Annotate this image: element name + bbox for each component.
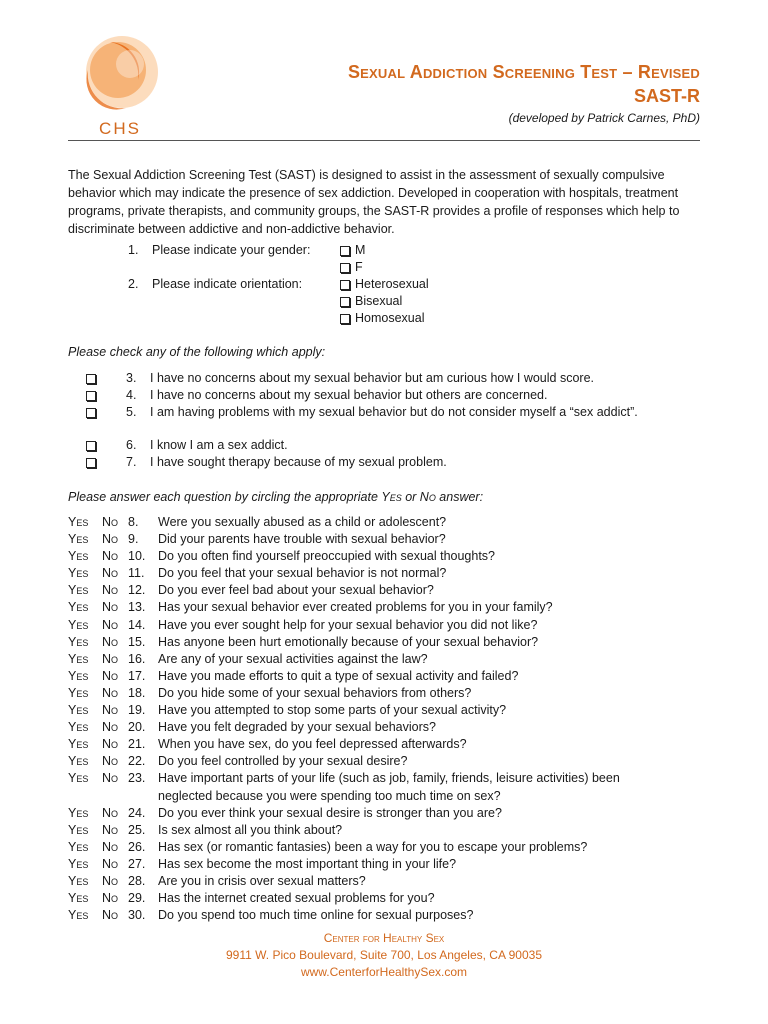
item-text: I have no concerns about my sexual behavior but am curious how I would score. <box>150 371 594 385</box>
yes-option[interactable]: Yes <box>68 651 89 666</box>
footer-website[interactable]: www.CenterforHealthySex.com <box>300 965 468 979</box>
checkbox-icon[interactable] <box>340 280 350 290</box>
question-number: 11. <box>128 566 145 581</box>
check-item[interactable] <box>86 387 638 404</box>
yes-option[interactable]: Yes <box>68 668 89 683</box>
footer-address: 9911 W. Pico Boulevard, Suite 700, Los Angeles, CA 90035 <box>226 948 542 962</box>
document-credit: (developed by Patrick Carnes, PhD) <box>508 111 700 125</box>
no-option[interactable]: No <box>102 720 119 735</box>
question-text: Do you spend too much time online for sexual purposes? <box>158 908 474 923</box>
question-row <box>68 805 648 822</box>
question-text: Do you ever think your sexual desire is stronger than you are? <box>158 805 502 820</box>
no-option[interactable]: No <box>102 908 119 923</box>
no-option[interactable]: No <box>102 685 119 700</box>
question-text: Are you in crisis over sexual matters? <box>158 873 366 888</box>
question-row <box>68 617 648 634</box>
question-text: Do you often find yourself preoccupied with sexual thoughts? <box>158 549 496 564</box>
question-row <box>68 770 648 804</box>
yes-option[interactable]: Yes <box>68 685 89 700</box>
check-item[interactable] <box>86 437 447 454</box>
question-number: 23. <box>128 771 146 786</box>
question-text: Do you feel controlled by your sexual desire? <box>158 754 408 769</box>
intro-paragraph: The Sexual Addiction Screening Test (SAST) is designed to assist in the assessment of sexually compulsive behavior which may indicate the presence of sex addiction. Developed in cooperation with hospitals, treatment programs, private therapists, and community groups, the SAST-R provides a profile of responses which help to discriminate between addictive and non-addictive behavior. <box>68 168 680 236</box>
footer-org: Center for Healthy Sex <box>323 931 445 945</box>
question-text: Has your sexual behavior ever created problems for you in your family? <box>158 600 553 615</box>
instruction-text: or <box>401 490 420 504</box>
item-text: I have no concerns about my sexual behavior but others are concerned. <box>150 388 548 402</box>
question-number: 28. <box>128 873 146 888</box>
question-row <box>68 736 648 753</box>
question-row <box>68 856 648 873</box>
item-number: 7. <box>126 455 137 469</box>
question-text: Has sex (or romantic fantasies) been a way for you to escape your problems? <box>158 839 588 854</box>
checkbox-icon[interactable] <box>86 391 96 401</box>
yes-option[interactable]: Yes <box>68 703 89 718</box>
option-label: Bisexual <box>355 294 403 308</box>
yes-option[interactable]: Yes <box>68 549 89 564</box>
item-text: I am having problems with my sexual behavior but do not consider myself a “sex addict”. <box>150 405 638 419</box>
question-text: Were you sexually abused as a child or adolescent? <box>158 515 447 529</box>
question-number: 18. <box>128 685 146 700</box>
no-option[interactable]: No <box>102 668 119 683</box>
checkbox-option[interactable] <box>340 310 424 327</box>
checkbox-option[interactable] <box>340 276 429 293</box>
no-option[interactable]: No <box>102 873 119 888</box>
no-option[interactable]: No <box>102 703 119 718</box>
option-label: Heterosexual <box>355 277 429 291</box>
header-divider <box>68 140 700 141</box>
no-option[interactable]: No <box>102 754 119 769</box>
question-row <box>68 702 648 719</box>
question-row <box>128 293 429 310</box>
checkbox-icon[interactable] <box>340 297 350 307</box>
checkbox-icon[interactable] <box>86 458 96 468</box>
no-option[interactable]: No <box>102 566 119 581</box>
question-number: 27. <box>128 856 146 871</box>
question-number: 13. <box>128 600 146 615</box>
question-text: Do you ever feel bad about your sexual behavior? <box>158 583 434 598</box>
question-row <box>68 599 648 616</box>
document-title: Sexual Addiction Screening Test – Revised <box>347 62 700 82</box>
checkbox-icon[interactable] <box>86 408 96 418</box>
yes-option[interactable]: Yes <box>68 908 89 923</box>
question-number: 8. <box>128 515 139 529</box>
question-text: Have you made efforts to quit a type of sexual activity and failed? <box>158 668 519 683</box>
instruction-text: Please answer each question by circling the appropriate <box>68 490 382 504</box>
question-row <box>128 242 429 259</box>
question-row <box>128 310 429 327</box>
question-number: 25. <box>128 822 146 837</box>
question-row <box>68 873 648 890</box>
no-option[interactable]: No <box>102 839 119 854</box>
no-option[interactable]: No <box>102 600 119 615</box>
yes-option[interactable]: Yes <box>68 822 89 837</box>
question-text: Do you feel that your sexual behavior is not normal? <box>158 566 447 581</box>
question-row <box>68 634 648 651</box>
yes-option[interactable]: Yes <box>68 532 89 547</box>
question-row <box>68 685 648 702</box>
option-label: Homosexual <box>355 311 425 325</box>
question-row <box>128 259 429 276</box>
checkbox-option[interactable] <box>340 293 402 310</box>
instruction-yes: Yes <box>381 490 402 504</box>
item-number: 6. <box>126 438 137 452</box>
check-item[interactable] <box>86 454 447 471</box>
question-number: 22. <box>128 754 146 769</box>
question-text: When you have sex, do you feel depressed afterwards? <box>158 737 467 752</box>
check-item[interactable] <box>86 370 638 387</box>
question-number: 15. <box>128 634 146 649</box>
question-row <box>68 651 648 668</box>
question-row <box>68 565 648 582</box>
question-number: 16. <box>128 651 146 666</box>
yes-option[interactable]: Yes <box>68 754 89 769</box>
yes-no-question-list <box>68 514 648 924</box>
question-row <box>68 548 648 565</box>
yes-option[interactable]: Yes <box>68 617 89 632</box>
no-option[interactable]: No <box>102 617 119 632</box>
question-text: Has anyone been hurt emotionally because of your sexual behavior? <box>158 634 539 649</box>
question-number: 29. <box>128 891 146 906</box>
question-number: 14. <box>128 617 146 632</box>
no-option[interactable]: No <box>102 532 119 547</box>
checks-group-1 <box>86 370 638 421</box>
no-option[interactable]: No <box>102 771 119 786</box>
no-option[interactable]: No <box>102 583 119 598</box>
yes-option[interactable]: Yes <box>68 515 89 529</box>
answer-instruction <box>68 490 483 504</box>
option-label: F <box>355 260 363 274</box>
yes-option[interactable]: Yes <box>68 891 89 906</box>
question-number: 20. <box>128 720 146 735</box>
yes-option[interactable]: Yes <box>68 771 89 786</box>
question-text: Do you hide some of your sexual behaviors from others? <box>158 685 472 700</box>
checkbox-icon[interactable] <box>340 314 350 324</box>
checkbox-option[interactable] <box>340 259 363 276</box>
demographics-section <box>128 242 429 327</box>
question-number: 17. <box>128 668 146 683</box>
question-text: Have important parts of your life (such as job, family, friends, leisure activities) been neglected because you were spending too much time on sex? <box>158 771 620 803</box>
question-row <box>68 753 648 770</box>
chs-logo <box>80 30 160 138</box>
checkbox-icon[interactable] <box>340 246 350 256</box>
no-option[interactable]: No <box>102 737 119 752</box>
chs-logo-mark <box>80 30 160 114</box>
question-text: Is sex almost all you think about? <box>158 822 343 837</box>
question-row <box>68 582 648 599</box>
question-row <box>68 514 648 531</box>
yes-option[interactable]: Yes <box>68 720 89 735</box>
no-option[interactable]: No <box>102 515 119 529</box>
question-number: 30. <box>128 908 146 923</box>
question-number: 10. <box>128 549 146 564</box>
checks-instruction: Please check any of the following which apply: <box>68 345 326 359</box>
yes-option[interactable]: Yes <box>68 839 89 854</box>
question-number: 9. <box>128 532 139 547</box>
question-text: Have you felt degraded by your sexual behaviors? <box>158 720 436 735</box>
yes-option[interactable]: Yes <box>68 873 89 888</box>
no-option[interactable]: No <box>102 856 119 871</box>
checks-group-2 <box>86 437 447 471</box>
item-number: 3. <box>126 371 137 385</box>
yes-option[interactable]: Yes <box>68 634 89 649</box>
document-header <box>348 62 700 125</box>
question-row <box>68 822 648 839</box>
item-text: I have sought therapy because of my sexual problem. <box>150 455 447 469</box>
yes-option[interactable]: Yes <box>68 583 89 598</box>
question-number: 26. <box>128 839 146 854</box>
question-row <box>68 890 648 907</box>
instruction-text: answer: <box>435 490 484 504</box>
no-option[interactable]: No <box>102 891 119 906</box>
question-text: Has sex become the most important thing in your life? <box>158 856 457 871</box>
question-text: Are any of your sexual activities against the law? <box>158 651 428 666</box>
question-text: Has the internet created sexual problems for you? <box>158 891 435 906</box>
question-number: 2. <box>128 277 139 291</box>
no-option[interactable]: No <box>102 549 119 564</box>
footer <box>0 930 768 981</box>
chs-logo-text: CHS <box>99 119 141 138</box>
question-text: Have you ever sought help for your sexual behavior you did not like? <box>158 617 538 632</box>
question-row <box>68 907 648 924</box>
question-number: 1. <box>128 243 139 257</box>
question-text: Please indicate orientation: <box>152 277 303 291</box>
document-subtitle: SAST-R <box>633 86 700 106</box>
item-text: I know I am a sex addict. <box>150 438 288 452</box>
question-number: 19. <box>128 703 146 718</box>
no-option[interactable]: No <box>102 805 119 820</box>
checkbox-icon[interactable] <box>86 441 96 451</box>
question-number: 24. <box>128 805 146 820</box>
question-row <box>68 531 648 548</box>
item-number: 4. <box>126 388 137 402</box>
question-number: 21. <box>128 737 146 752</box>
question-text: Have you attempted to stop some parts of your sexual activity? <box>158 703 507 718</box>
question-number: 12. <box>128 583 146 598</box>
question-text: Please indicate your gender: <box>152 243 311 257</box>
yes-option[interactable]: Yes <box>68 566 89 581</box>
yes-option[interactable]: Yes <box>68 737 89 752</box>
option-label: M <box>355 243 366 257</box>
checkbox-icon[interactable] <box>340 263 350 273</box>
yes-option[interactable]: Yes <box>68 805 89 820</box>
question-row <box>68 839 648 856</box>
checkbox-option[interactable] <box>340 242 365 259</box>
instruction-no: No <box>419 490 436 504</box>
question-text: Did your parents have trouble with sexual behavior? <box>158 532 446 547</box>
no-option[interactable]: No <box>102 651 119 666</box>
yes-option[interactable]: Yes <box>68 856 89 871</box>
no-option[interactable]: No <box>102 822 119 837</box>
question-row <box>128 276 429 293</box>
yes-option[interactable]: Yes <box>68 600 89 615</box>
item-number: 5. <box>126 405 137 419</box>
question-row <box>68 668 648 685</box>
checkbox-icon[interactable] <box>86 374 96 384</box>
question-row <box>68 719 648 736</box>
no-option[interactable]: No <box>102 634 119 649</box>
check-item[interactable] <box>86 404 638 421</box>
